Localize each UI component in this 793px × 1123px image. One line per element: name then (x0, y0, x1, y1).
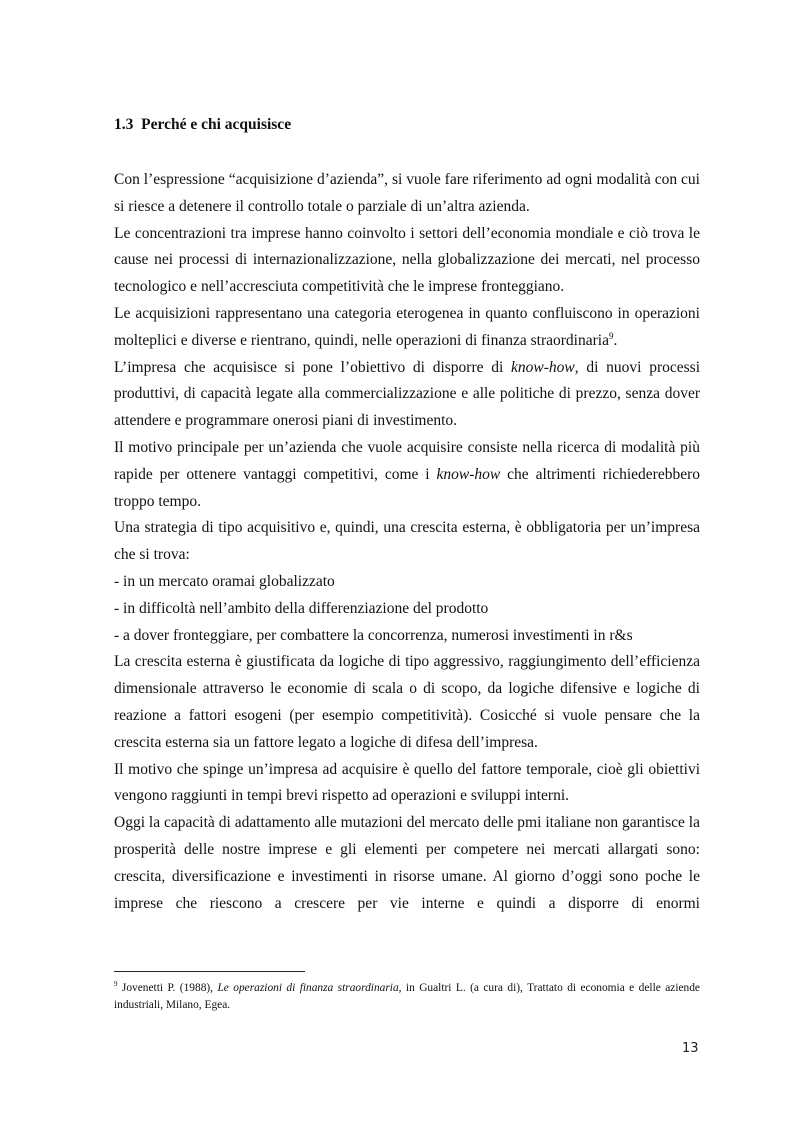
section-title: Perché e chi acquisisce (141, 116, 292, 133)
paragraph: Le acquisizioni rappresentano una categoria eterogenea in quanto confluiscono in operazioni molteplici e diverse e rientrano, quindi, nelle operazioni di finanza straordinaria$^9$. (114, 304, 700, 349)
list-item: - in un mercato oramai globalizzato (114, 572, 335, 590)
paragraph: Le concentrazioni tra imprese hanno coinvolto i settori dell’economia mondiale e ciò trova le cause nei processi di internazionalizzazione, nella globalizzazione dei mercati, nel processo tecnologico e nell’accresciuta competitività che le imprese fronteggiano. (114, 224, 700, 296)
footnote-number: 9 (114, 980, 118, 989)
footnote-reference: 9 (608, 330, 614, 341)
paragraph: Oggi la capacità di adattamento alle mutazioni del mercato delle pmi italiane non garantisce la prosperità delle nostre imprese e gli elementi per competere nei mercati allargati sono: crescita, diversificazione e investimenti in risorse umane. Al giorno d’oggi sono poche le imprese che riescono a crescere per vie interne e quindi a disporre di enormi (114, 814, 700, 912)
section-number: 1.3 (114, 116, 134, 133)
footnote: $^9$ Jovenetti P. (1988), Le operazioni di finanza straordinaria, in Gualtri L. (a cura di), Trattato di economia e delle aziende industriali, Milano, Egea. (114, 980, 700, 1011)
paragraph: Una strategia di tipo acquisitivo e, quindi, una crescita esterna, è obbligatoria per un’impresa che si trova: (114, 519, 700, 564)
paragraph: Il motivo che spinge un’impresa ad acquisire è quello del fattore temporale, cioè gli obiettivi vengono raggiunti in tempi brevi rispetto ad operazioni e sviluppi interni. (114, 760, 700, 805)
page-number: 13 (682, 1041, 699, 1056)
cited-title: Le operazioni di finanza straordinaria (217, 982, 399, 994)
list-item: - a dover fronteggiare, per combattere la concorrenza, numerosi investimenti in r&s (114, 626, 633, 644)
paragraph: L’impresa che acquisisce si pone l’obiettivo di disporre di know-how, di nuovi processi produttivi, di capacità legate alla commercializzazione e alle politiche di prezzo, senza dover attendere e programmare onerosi piani di investimento. (114, 358, 700, 430)
section-heading (114, 116, 291, 134)
footnote-divider (114, 971, 305, 972)
list-item: - in difficoltà nell’ambito della differenziazione del prodotto (114, 599, 489, 617)
paragraph: La crescita esterna è giustificata da logiche di tipo aggressivo, raggiungimento dell’efficienza dimensionale attraverso le economie di scala o di scopo, da logiche difensive e logiche di reazione a fattori esogeni (per esempio competitività). Cosicché si vuole pensare che la crescita esterna sia un fattore legato a logiche di difesa dell’impresa. (114, 653, 700, 751)
body-text (114, 167, 700, 917)
paragraph: Il motivo principale per un’azienda che vuole acquisire consiste nella ricerca di modalità più rapide per ottenere vantaggi competitivi, come i know-how che altrimenti richiederebbero troppo tempo. (114, 438, 700, 510)
paragraph: Con l’espressione “acquisizione d’azienda”, si vuole fare riferimento ad ogni modalità con cui si riesce a detenere il controllo totale o parziale di un’altra azienda. (114, 171, 700, 215)
